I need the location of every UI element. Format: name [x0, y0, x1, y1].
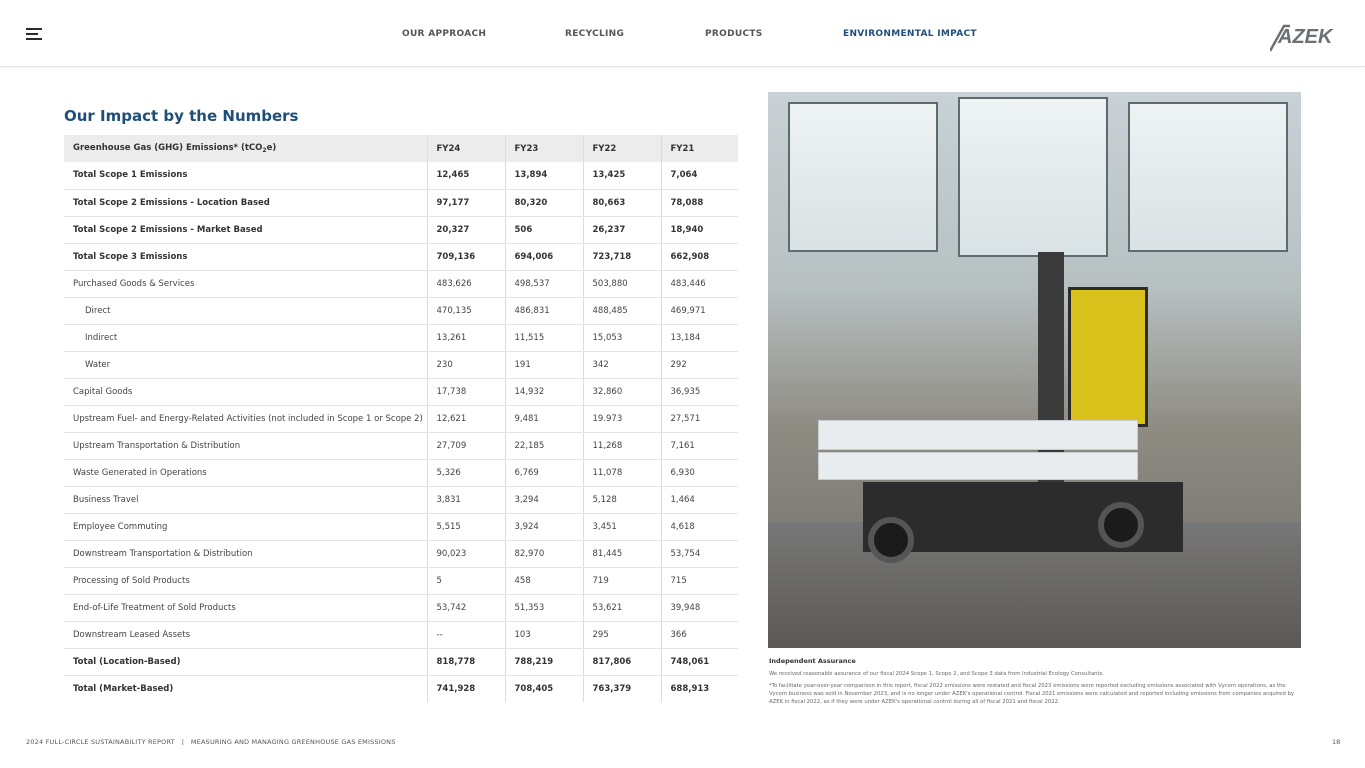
cell-fy21: 36,935 — [661, 378, 738, 405]
cell-fy24: 27,709 — [427, 432, 505, 459]
cell-fy23: 498,537 — [505, 270, 583, 297]
cell-fy22: 723,718 — [583, 243, 661, 270]
cell-fy24: 5 — [427, 567, 505, 594]
row-label: End-of-Life Treatment of Sold Products — [64, 594, 427, 621]
cell-fy22: 295 — [583, 621, 661, 648]
table-row — [64, 675, 738, 702]
cell-fy23: 788,219 — [505, 648, 583, 675]
footnote: *To facilitate year-over-year comparison in this report, fiscal 2022 emissions were restated and fiscal 2023 emissions were reported excluding emissions associated with Vycom operations, as the Vycom business was sold in November 2023, and is no longer under AZEK's operational control. Fiscal 2021 emissions were calculated and reported including emissions from companies acquired by AZEK in fiscal 2022, as if they were under AZEK's operational control during all of fiscal 2021 and fiscal 2022. — [769, 683, 1295, 705]
cell-fy22: 488,485 — [583, 297, 661, 324]
cell-fy21: 292 — [661, 351, 738, 378]
cell-fy21: 688,913 — [661, 675, 738, 702]
row-label: Total Scope 1 Emissions — [64, 162, 427, 189]
cell-fy21: 469,971 — [661, 297, 738, 324]
table-row — [64, 540, 738, 567]
row-label: Processing of Sold Products — [64, 567, 427, 594]
cell-fy21: 78,088 — [661, 189, 738, 216]
cell-fy22: 80,663 — [583, 189, 661, 216]
cell-fy24: 20,327 — [427, 216, 505, 243]
table-header-row — [64, 135, 738, 162]
row-label: Direct — [64, 297, 427, 324]
table-row — [64, 189, 738, 216]
table-row — [64, 351, 738, 378]
cell-fy24: -- — [427, 621, 505, 648]
table-row — [64, 162, 738, 189]
cell-fy22: 13,425 — [583, 162, 661, 189]
menu-icon[interactable] — [26, 28, 42, 40]
table-row — [64, 270, 738, 297]
cell-fy23: 14,932 — [505, 378, 583, 405]
warehouse-forklift-photo — [768, 92, 1301, 648]
cell-fy22: 11,078 — [583, 459, 661, 486]
cell-fy21: 13,184 — [661, 324, 738, 351]
cell-fy22: 503,880 — [583, 270, 661, 297]
cell-fy23: 51,353 — [505, 594, 583, 621]
cell-fy24: 709,136 — [427, 243, 505, 270]
cell-fy24: 741,928 — [427, 675, 505, 702]
table-row — [64, 648, 738, 675]
column-header-fy24: FY24 — [427, 135, 505, 162]
cell-fy22: 817,806 — [583, 648, 661, 675]
cell-fy22: 11,268 — [583, 432, 661, 459]
row-label: Upstream Transportation & Distribution — [64, 432, 427, 459]
row-label: Downstream Leased Assets — [64, 621, 427, 648]
cell-fy23: 82,970 — [505, 540, 583, 567]
table-row — [64, 513, 738, 540]
assurance-note: We received reasonable assurance of our fiscal 2024 Scope 1, Scope 2, and Scope 3 data from Industrial Ecology Consultants. — [769, 671, 1105, 677]
table-row — [64, 432, 738, 459]
table-row — [64, 324, 738, 351]
cell-fy21: 4,618 — [661, 513, 738, 540]
table-header-label: Greenhouse Gas (GHG) Emissions* (tCO$_2$e) — [64, 135, 427, 162]
cell-fy24: 470,135 — [427, 297, 505, 324]
cell-fy23: 103 — [505, 621, 583, 648]
cell-fy21: 18,940 — [661, 216, 738, 243]
row-label: Waste Generated in Operations — [64, 459, 427, 486]
cell-fy21: 7,161 — [661, 432, 738, 459]
row-label: Total (Location-Based) — [64, 648, 427, 675]
table-row — [64, 621, 738, 648]
table-row — [64, 594, 738, 621]
footer-text: 2024 FULL-CIRCLE SUSTAINABILITY REPORT | MEASURING AND MANAGING GREENHOUSE GAS EMISSIONS — [26, 738, 396, 746]
column-header-fy22: FY22 — [583, 135, 661, 162]
cell-fy23: 11,515 — [505, 324, 583, 351]
row-label: Total Scope 3 Emissions — [64, 243, 427, 270]
cell-fy24: 3,831 — [427, 486, 505, 513]
azek-logo[interactable] — [1270, 22, 1340, 52]
cell-fy22: 342 — [583, 351, 661, 378]
cell-fy22: 15,053 — [583, 324, 661, 351]
row-label: Total Scope 2 Emissions - Location Based — [64, 189, 427, 216]
cell-fy21: 715 — [661, 567, 738, 594]
cell-fy22: 19.973 — [583, 405, 661, 432]
cell-fy23: 458 — [505, 567, 583, 594]
cell-fy22: 5,128 — [583, 486, 661, 513]
cell-fy22: 81,445 — [583, 540, 661, 567]
cell-fy23: 13,894 — [505, 162, 583, 189]
row-label: Total Scope 2 Emissions - Market Based — [64, 216, 427, 243]
page-title: Our Impact by the Numbers — [64, 107, 299, 125]
cell-fy22: 53,621 — [583, 594, 661, 621]
column-header-fy23: FY23 — [505, 135, 583, 162]
cell-fy24: 5,326 — [427, 459, 505, 486]
cell-fy23: 9,481 — [505, 405, 583, 432]
cell-fy21: 748,061 — [661, 648, 738, 675]
table-row — [64, 378, 738, 405]
row-label: Total (Market-Based) — [73, 683, 174, 694]
table-row — [64, 297, 738, 324]
nav-products[interactable]: PRODUCTS — [705, 29, 763, 39]
row-label: Upstream Fuel- and Energy-Related Activities (not included in Scope 1 or Scope 2) — [64, 405, 427, 432]
cell-fy23: 3,294 — [505, 486, 583, 513]
cell-fy23: 6,769 — [505, 459, 583, 486]
row-label: Indirect — [64, 324, 427, 351]
cell-fy21: 1,464 — [661, 486, 738, 513]
table-row — [64, 405, 738, 432]
cell-fy21: 7,064 — [661, 162, 738, 189]
cell-fy21: 483,446 — [661, 270, 738, 297]
nav-environmental-impact[interactable]: ENVIRONMENTAL IMPACT — [843, 29, 977, 39]
cell-fy24: 818,778 — [427, 648, 505, 675]
cell-fy21: 27,571 — [661, 405, 738, 432]
page-number: 18 — [1332, 738, 1341, 746]
nav-our-approach[interactable]: OUR APPROACH — [402, 29, 487, 39]
table-row — [64, 243, 738, 270]
cell-fy23: 191 — [505, 351, 583, 378]
cell-fy21: 53,754 — [661, 540, 738, 567]
cell-fy22: 3,451 — [583, 513, 661, 540]
logo-text: AZEK — [1278, 26, 1333, 48]
cell-fy23: 708,405 — [505, 675, 583, 702]
cell-fy22: 26,237 — [583, 216, 661, 243]
table-row — [64, 567, 738, 594]
cell-fy24: 230 — [427, 351, 505, 378]
cell-fy23: 486,831 — [505, 297, 583, 324]
cell-fy21: 6,930 — [661, 459, 738, 486]
row-label: Employee Commuting — [64, 513, 427, 540]
row-label: Business Travel — [64, 486, 427, 513]
cell-fy23: 22,185 — [505, 432, 583, 459]
cell-fy23: 694,006 — [505, 243, 583, 270]
row-label: Downstream Transportation & Distribution — [64, 540, 427, 567]
cell-fy24: 53,742 — [427, 594, 505, 621]
cell-fy24: 483,626 — [427, 270, 505, 297]
column-header-fy21: FY21 — [661, 135, 738, 162]
row-label: Water — [64, 351, 427, 378]
cell-fy22: 763,379 — [583, 675, 661, 702]
cell-fy24: 5,515 — [427, 513, 505, 540]
cell-fy22: 32,860 — [583, 378, 661, 405]
cell-fy24: 12,621 — [427, 405, 505, 432]
row-label: Purchased Goods & Services — [64, 270, 427, 297]
cell-fy24: 90,023 — [427, 540, 505, 567]
nav-recycling[interactable]: RECYCLING — [565, 29, 625, 39]
cell-fy24: 12,465 — [427, 162, 505, 189]
table-row — [64, 486, 738, 513]
cell-fy22: 719 — [583, 567, 661, 594]
cell-fy21: 662,908 — [661, 243, 738, 270]
cell-fy23: 506 — [505, 216, 583, 243]
cell-fy21: 39,948 — [661, 594, 738, 621]
cell-fy23: 3,924 — [505, 513, 583, 540]
cell-fy23: 80,320 — [505, 189, 583, 216]
top-navigation-bar — [0, 0, 1365, 67]
cell-fy24: 17,738 — [427, 378, 505, 405]
cell-fy24: 97,177 — [427, 189, 505, 216]
cell-fy24: 13,261 — [427, 324, 505, 351]
cell-fy21: 366 — [661, 621, 738, 648]
row-label: Capital Goods — [64, 378, 427, 405]
table-row — [64, 216, 738, 243]
ghg-emissions-table — [64, 135, 738, 702]
table-row — [64, 459, 738, 486]
independent-assurance-title: Independent Assurance — [769, 657, 856, 665]
